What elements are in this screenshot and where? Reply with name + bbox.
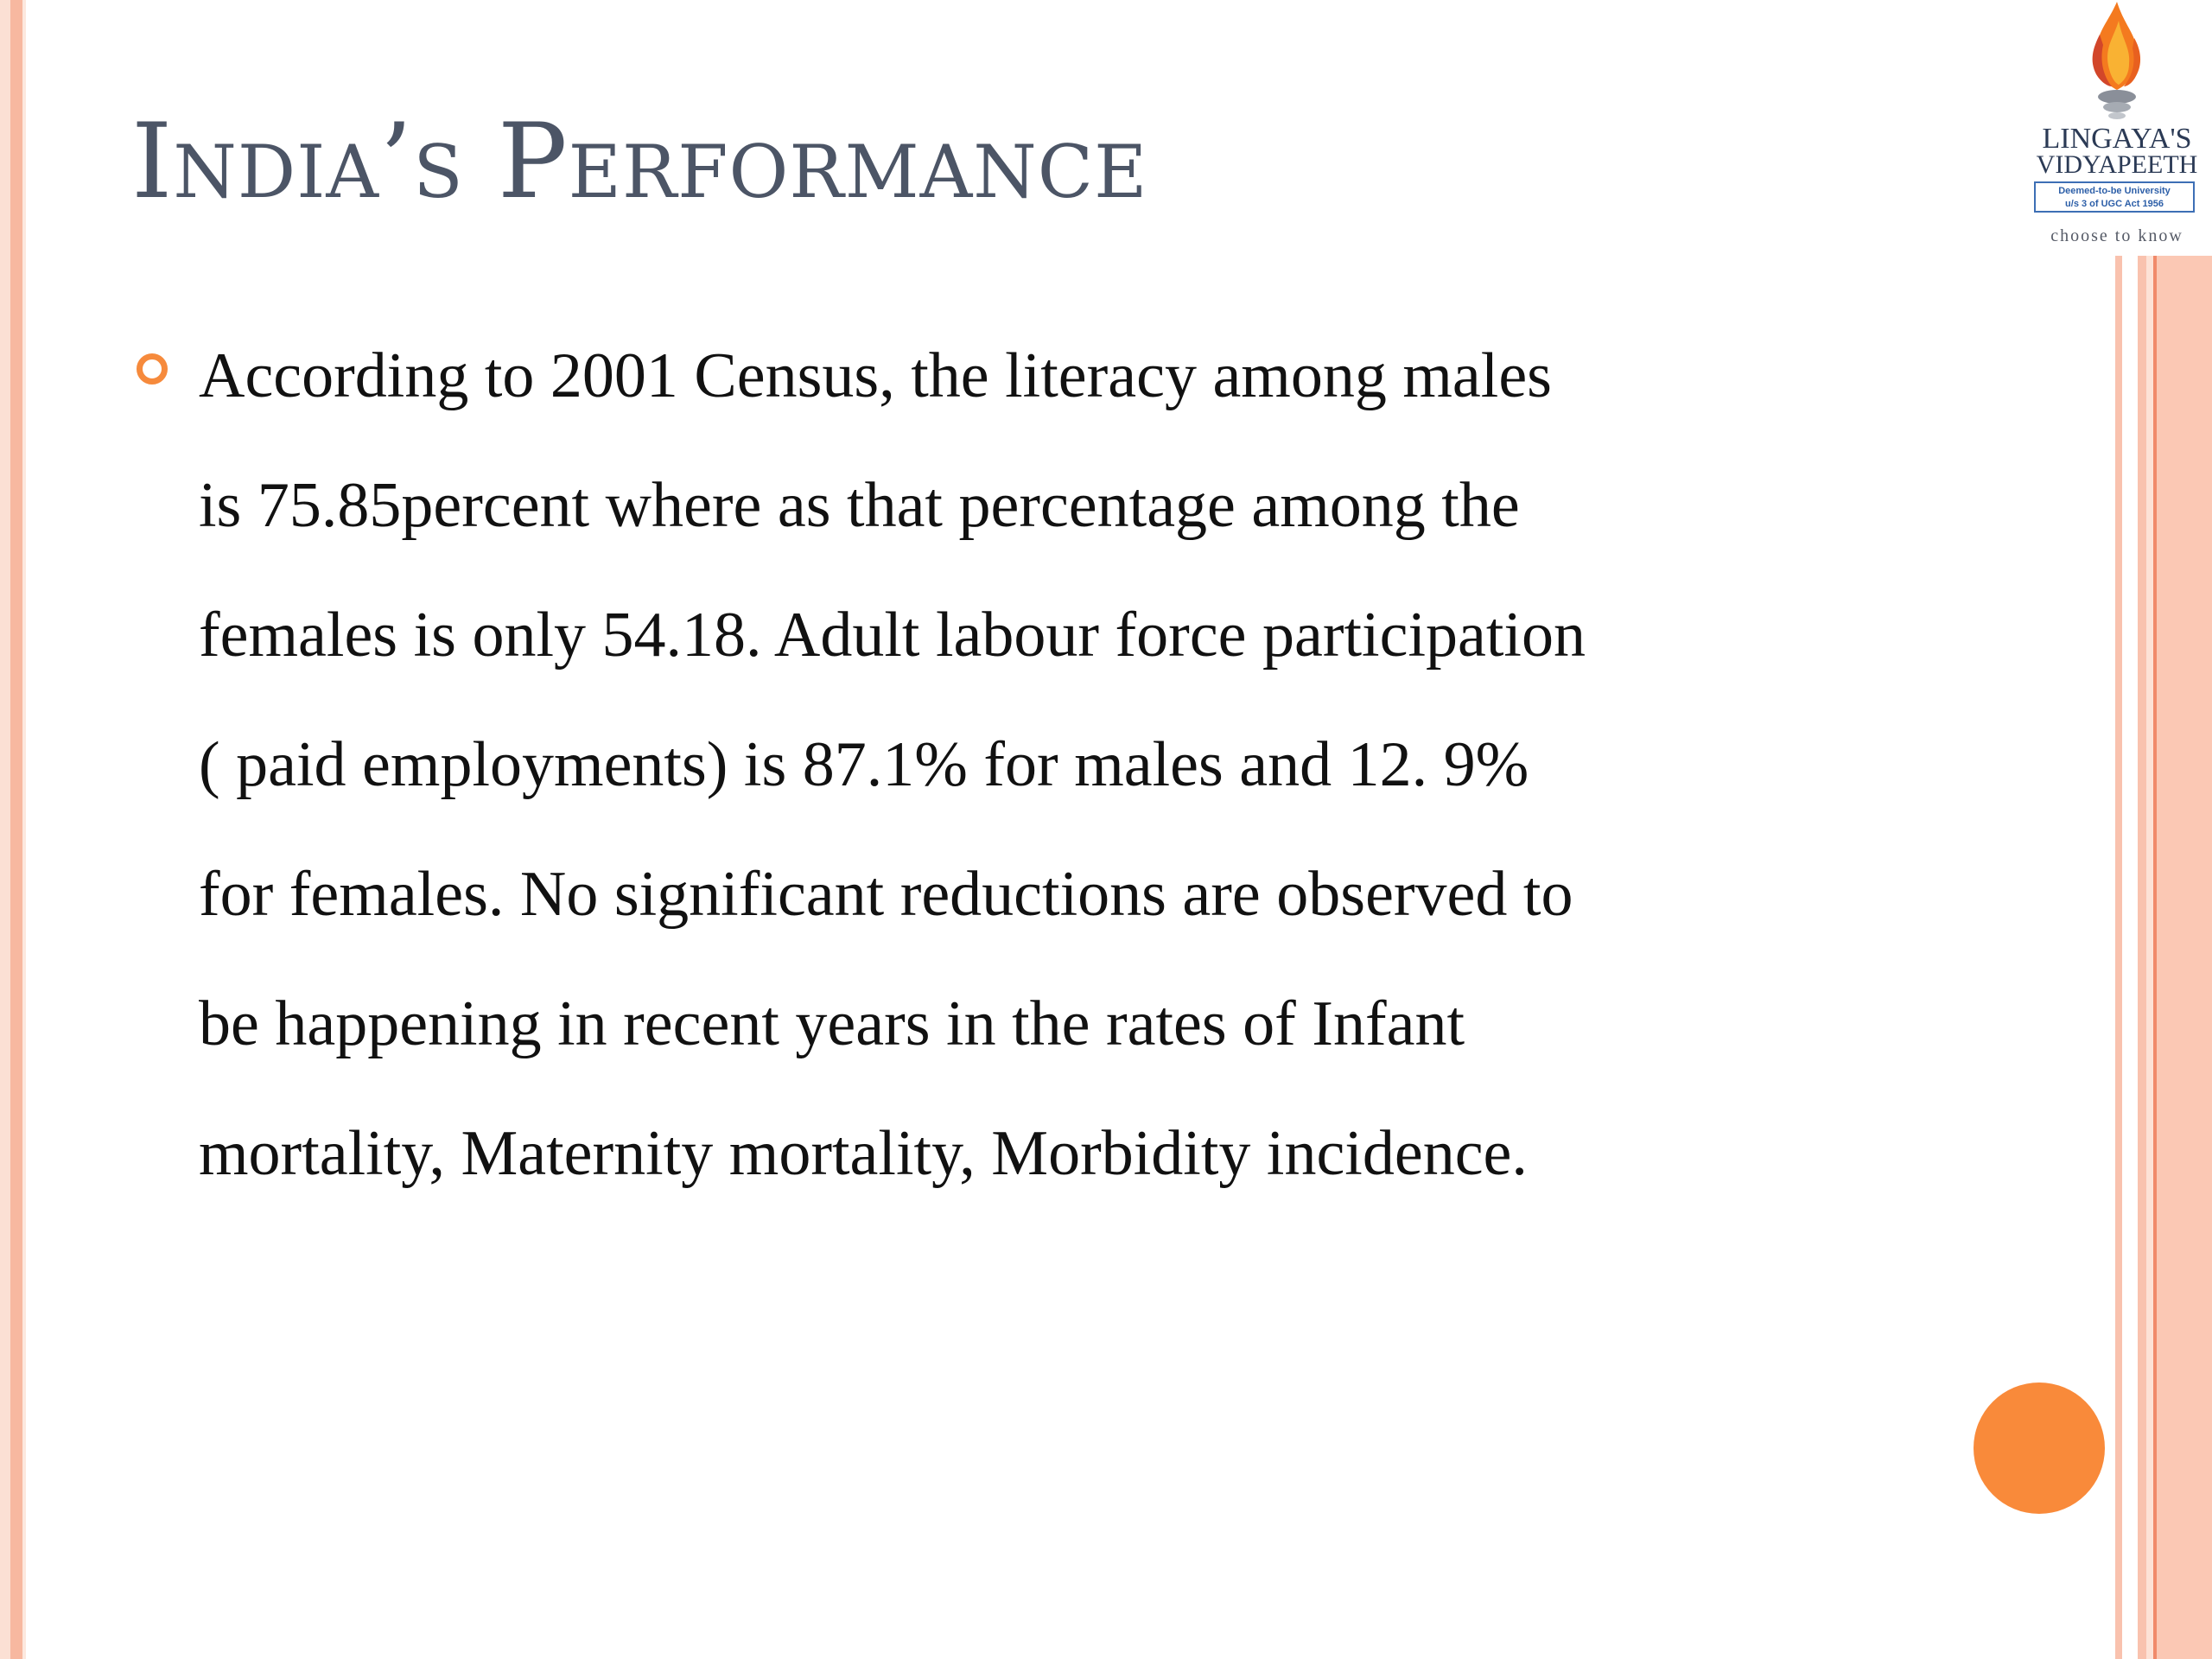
slide-title: India’s Performance	[131, 102, 1148, 222]
right-decor-stripe	[2146, 256, 2153, 1659]
bullet-line: is 75.85percent where as that percentage among the	[199, 470, 1520, 541]
bullet-text	[199, 311, 1961, 1218]
logo-badge	[2034, 181, 2195, 213]
left-decor-stripe	[22, 0, 26, 1659]
bullet-ring-icon	[137, 353, 168, 385]
logo-tagline: choose to know	[2050, 226, 2183, 245]
flame-icon	[2081, 0, 2153, 121]
bullet-line: be happening in recent years in the rates of Infant	[199, 988, 1465, 1059]
bullet-item	[130, 311, 1944, 1218]
right-decor-stripe	[2122, 256, 2138, 1659]
logo-badge-line2: u/s 3 of UGC Act 1956	[2065, 199, 2164, 209]
right-decor-stripe	[2157, 256, 2212, 1659]
logo-badge-line1: Deemed-to-be University	[2058, 186, 2171, 196]
decorative-orange-circle	[1974, 1382, 2105, 1514]
logo-name-line2: VIDYAPEETH	[2036, 150, 2198, 179]
logo-name-line1: LINGAYA'S	[2042, 123, 2192, 155]
slide-content	[130, 311, 1944, 1218]
right-decor-stripe	[2115, 256, 2122, 1659]
bullet-line: females is only 54.18. Adult labour force participation	[199, 600, 1586, 671]
university-logo	[2022, 0, 2212, 256]
left-decor-stripe	[10, 0, 22, 1659]
bullet-line: for females. No significant reductions are observed to	[199, 859, 1573, 930]
bullet-line: mortality, Maternity mortality, Morbidity incidence.	[199, 1118, 1528, 1189]
right-decor-stripe	[2138, 256, 2146, 1659]
left-decor-stripe	[0, 0, 10, 1659]
bullet-line: According to 2001 Census, the literacy among males	[199, 340, 1552, 411]
bullet-line: ( paid employments) is 87.1% for males and 12. 9%	[199, 729, 1529, 800]
